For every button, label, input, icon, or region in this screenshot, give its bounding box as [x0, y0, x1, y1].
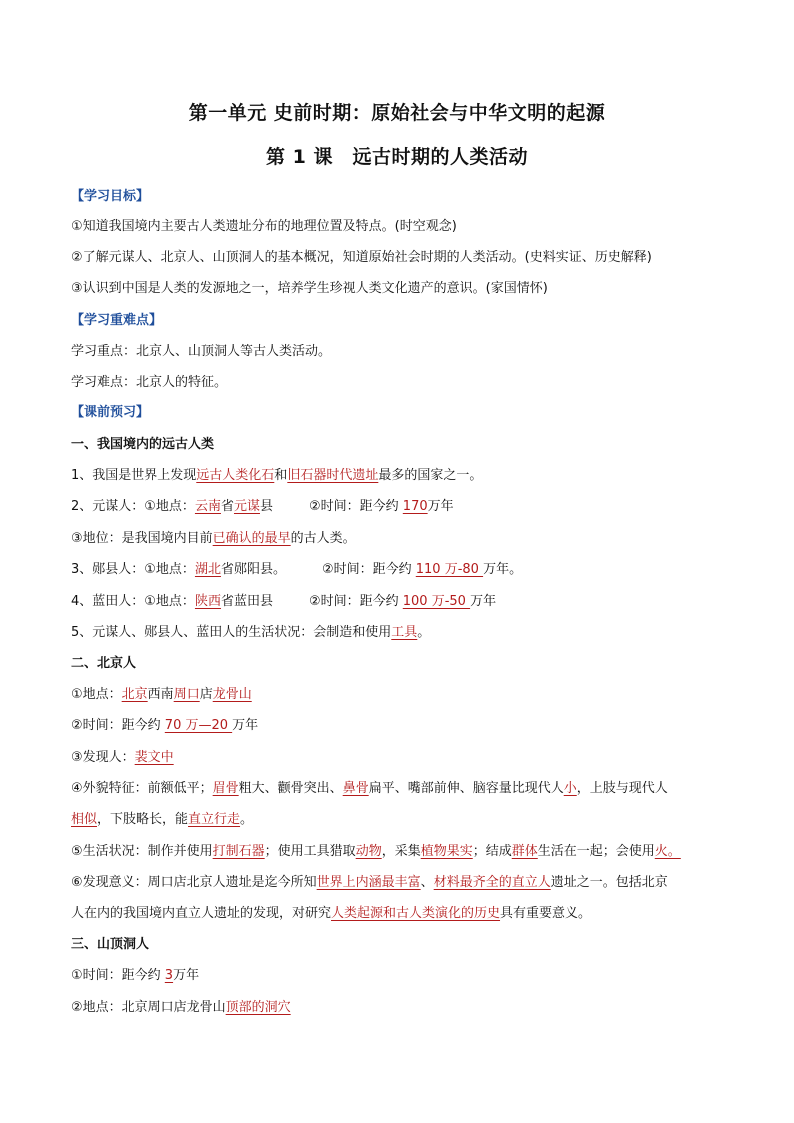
text: 遗址之一。包括北京 [550, 875, 668, 890]
answer: 周口 [173, 687, 200, 702]
text: 万年 [427, 499, 454, 514]
answer: 旧石器时代遗址 [287, 468, 379, 483]
text: 4、蓝田人：①地点： [71, 594, 195, 609]
answer: 动物 [355, 844, 382, 859]
text: ；使用工具猎取 [264, 844, 356, 859]
answer: 相似 [71, 812, 98, 827]
answer: 陕西 [194, 594, 221, 609]
part1-line2 [71, 498, 731, 516]
unit-title: 第一单元 史前时期：原始社会与中华文明的起源 [188, 102, 606, 124]
part1-line5 [71, 593, 731, 611]
answer: 群体 [511, 844, 538, 859]
section-goals: 【学习目标】 [71, 189, 150, 204]
part2-line5 [71, 811, 731, 829]
goal-1: ①知道我国境内主要古人类遗址分布的地理位置及特点。(时空观念) [71, 219, 457, 234]
answer: 小 [563, 781, 577, 796]
text: 万年 [470, 594, 497, 609]
lesson-title: 第 1 课 远古时期的人类活动 [266, 146, 528, 168]
answer: 工具 [391, 625, 418, 640]
answer: 眉骨 [212, 781, 239, 796]
section-preview: 【课前预习】 [71, 405, 150, 420]
part2-line6 [71, 843, 731, 861]
answer: 远古人类化石 [196, 468, 275, 483]
answer: 火。 [654, 844, 681, 859]
text: 生活在一起；会使用 [537, 844, 655, 859]
part2-line7 [71, 874, 731, 892]
answer: 110 万-80 [415, 562, 484, 577]
text: 。 [417, 625, 431, 640]
text: ②时间：距今约 [309, 499, 403, 514]
part2-heading: 二、北京人 [71, 656, 137, 671]
answer: 裴文中 [134, 750, 174, 765]
part1-line3 [71, 530, 731, 548]
answer: 已确认的最早 [212, 531, 291, 546]
key-difficulty: 学习难点：北京人的特征。 [71, 375, 228, 390]
text: ①地点： [71, 687, 122, 702]
text: 和 [274, 468, 288, 483]
text: ，下肢略长，能 [97, 812, 189, 827]
text: ③地位：是我国境内目前 [71, 531, 213, 546]
part1-line6 [71, 624, 731, 642]
text: 5、元谋人、郧县人、蓝田人的生活状况：会制造和使用 [71, 625, 392, 640]
text: 省蓝田县 [220, 594, 273, 609]
text: 县 [259, 499, 273, 514]
part1-line4 [71, 561, 731, 579]
answer: 鼻骨 [342, 781, 369, 796]
answer: 世界上内涵最丰富 [316, 875, 421, 890]
text: 最多的国家之一。 [378, 468, 483, 483]
answer: 植物果实 [420, 844, 473, 859]
text: 西南 [147, 687, 174, 702]
answer: 北京 [121, 687, 148, 702]
part3-line2 [71, 999, 731, 1017]
part2-line2 [71, 717, 731, 735]
text: ②时间：距今约 [308, 594, 403, 609]
text: 人在内的我国境内直立人遗址的发现，对研究 [71, 906, 332, 921]
text: 粗大、颧骨突出、 [238, 781, 343, 796]
part2-line4 [71, 780, 731, 798]
text: 店 [199, 687, 213, 702]
text: ③发现人： [71, 750, 135, 765]
text: ，采集 [381, 844, 421, 859]
text: 万年 [173, 968, 200, 983]
text: 具有重要意义。 [500, 906, 592, 921]
answer: 顶部的洞穴 [225, 1000, 291, 1015]
text: ②时间：距今约 [71, 718, 165, 733]
text: 、 [420, 875, 434, 890]
text: ；结成 [472, 844, 512, 859]
answer: 170 [402, 499, 428, 514]
text: ⑤生活状况：制作并使用 [71, 844, 213, 859]
text: 万年。 [483, 562, 523, 577]
key-focus: 学习重点：北京人、山顶洞人等古人类活动。 [71, 344, 332, 359]
goal-3: ③认识到中国是人类的发源地之一，培养学生珍视人类文化遗产的意识。(家国情怀) [71, 281, 548, 296]
answer: 人类起源和古人类演化的历史 [331, 906, 501, 921]
part1-line1 [71, 467, 731, 485]
answer: 3 [164, 968, 174, 983]
answer: 材料最齐全的直立人 [433, 875, 551, 890]
text: ⑥发现意义：周口店北京人遗址是迄今所知 [71, 875, 317, 890]
text: ，上肢与现代人 [576, 781, 668, 796]
answer: 龙骨山 [212, 687, 252, 702]
part3-line1 [71, 967, 731, 985]
text: 万年 [232, 718, 259, 733]
answer: 100 万-50 [402, 594, 471, 609]
text: 2、元谋人：①地点： [71, 499, 195, 514]
text: 1、我国是世界上发现 [71, 468, 197, 483]
goal-2: ②了解元谋人、北京人、山顶洞人的基本概况，知道原始社会时期的人类活动。(史料实证、历史解释) [71, 250, 652, 265]
answer: 湖北 [194, 562, 221, 577]
text: ④外貌特征：前额低平； [71, 781, 213, 796]
text: ①时间：距今约 [71, 968, 165, 983]
part2-line1 [71, 686, 731, 704]
answer: 打制石器 [212, 844, 265, 859]
text: ②时间：距今约 [321, 562, 416, 577]
section-key-points: 【学习重难点】 [71, 313, 163, 328]
text: 省 [220, 499, 234, 514]
text: 3、郧县人：①地点： [71, 562, 195, 577]
text: ②地点：北京周口店龙骨山 [71, 1000, 226, 1015]
answer: 云南 [194, 499, 221, 514]
part2-line8 [71, 905, 731, 923]
answer: 元谋 [233, 499, 260, 514]
answer: 直立行走 [188, 812, 241, 827]
text: 扁平、嘴部前伸、脑容量比现代人 [368, 781, 564, 796]
part2-line3 [71, 749, 731, 767]
text: 的古人类。 [290, 531, 356, 546]
text: 。 [240, 812, 254, 827]
answer: 70 万—20 [164, 718, 233, 733]
part3-heading: 三、山顶洞人 [71, 937, 150, 952]
part1-heading: 一、我国境内的远古人类 [71, 437, 215, 452]
text: 省郧阳县。 [220, 562, 286, 577]
